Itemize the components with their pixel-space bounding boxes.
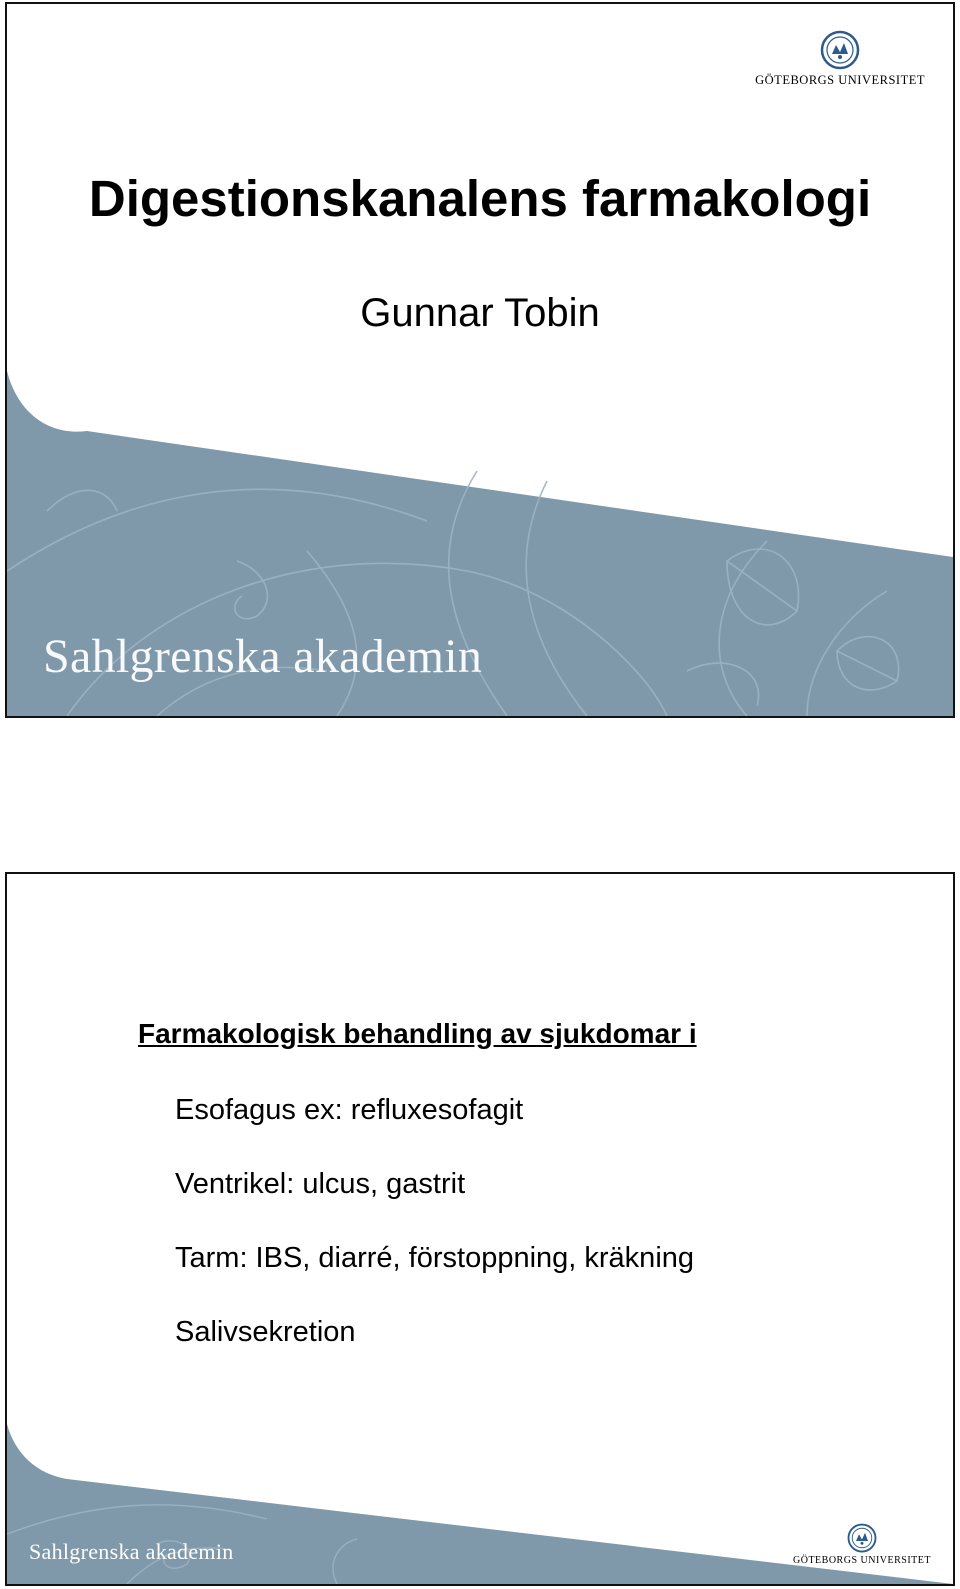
slide-subtitle: Gunnar Tobin xyxy=(360,291,600,335)
faculty-wordmark: Sahlgrenska akademin xyxy=(29,1539,234,1564)
faculty-wordmark: Sahlgrenska akademin xyxy=(43,630,483,683)
university-name: GÖTEBORGS UNIVERSITET xyxy=(755,73,925,87)
university-seal-icon xyxy=(847,1523,877,1553)
university-logo xyxy=(793,1523,931,1566)
list-item: Esofagus ex: refluxesofagit xyxy=(175,1094,524,1126)
list-item: Salivsekretion xyxy=(175,1316,356,1348)
title-slide xyxy=(5,2,955,718)
list-item: Tarm: IBS, diarré, förstoppning, kräkning xyxy=(175,1242,695,1274)
university-seal-icon xyxy=(820,30,860,70)
university-logo xyxy=(755,30,925,88)
university-name: GÖTEBORGS UNIVERSITET xyxy=(793,1555,931,1566)
topic-list xyxy=(175,1090,694,1386)
slide-title: Digestionskanalens farmakologi xyxy=(88,170,872,227)
content-slide xyxy=(5,872,955,1586)
list-item: Ventrikel: ulcus, gastrit xyxy=(175,1168,466,1200)
slide-heading: Farmakologisk behandling av sjukdomar i xyxy=(138,1018,697,1049)
